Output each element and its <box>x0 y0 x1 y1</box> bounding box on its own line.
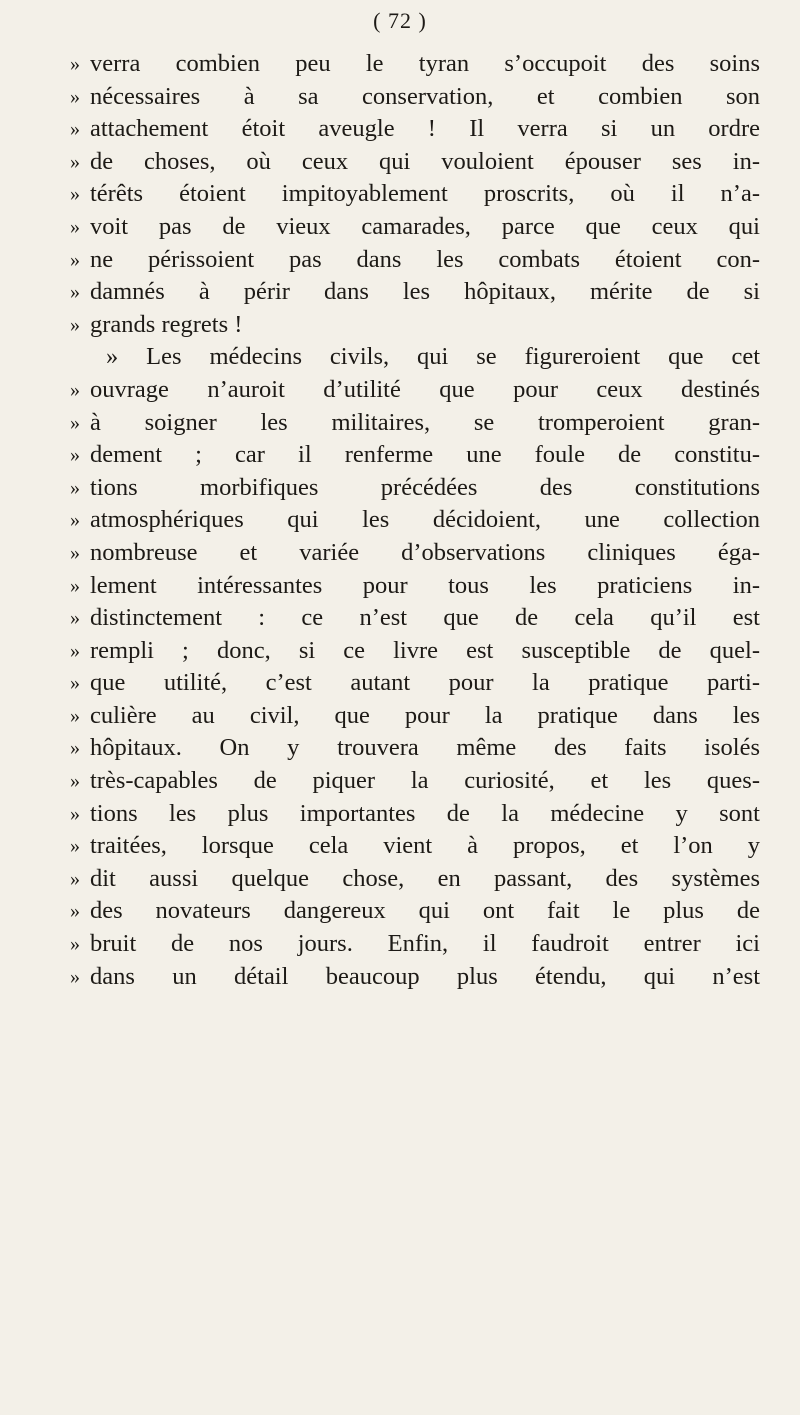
quote-mark: » <box>70 444 80 467</box>
line-text: dit aussi quelque chose, en passant, des systèmes <box>90 864 760 892</box>
quote-mark: » <box>70 150 80 173</box>
quote-mark: » <box>70 867 80 890</box>
line-text: bruit de nos jours. Enfin, il faudroit entrer ici <box>90 930 760 958</box>
line-text: térêts étoient impitoyablement proscrits, où il n’a- <box>90 180 760 208</box>
line-text: dans un détail beaucoup plus étendu, qui n’est <box>90 962 760 990</box>
line-text: à soigner les militaires, se tromperoient gran- <box>90 408 760 436</box>
quote-mark: » <box>70 672 80 695</box>
text-line <box>70 113 760 146</box>
quote-mark: » <box>70 541 80 564</box>
quote-mark: » <box>70 965 80 988</box>
line-text: très-capables de piquer la curiosité, et les ques- <box>90 767 760 795</box>
text-line <box>70 276 760 309</box>
quote-mark: » <box>70 313 80 336</box>
line-text: dement ; car il renferme une foule de constitu- <box>90 441 760 469</box>
quote-mark: » <box>70 607 80 630</box>
line-text: rempli ; donc, si ce livre est susceptible de quel- <box>90 636 760 664</box>
quote-mark: » <box>70 411 80 434</box>
text-line <box>70 700 760 733</box>
text-line <box>70 732 760 765</box>
line-text: tions les plus importantes de la médecine y sont <box>90 799 760 827</box>
line-text: lement intéressantes pour tous les praticiens in- <box>90 571 760 599</box>
text-line <box>70 798 760 831</box>
quote-mark: » <box>70 900 80 923</box>
line-text: de choses, où ceux qui vouloient épouser ses in- <box>90 147 760 175</box>
line-text: hôpitaux. On y trouvera même des faits isolés <box>90 734 760 762</box>
line-text: attachement étoit aveugle ! Il verra si un ordre <box>90 115 760 143</box>
quote-mark: » <box>70 215 80 238</box>
line-text: damnés à périr dans les hôpitaux, mérite de si <box>90 278 760 306</box>
line-text: voit pas de vieux camarades, parce que ceux qui <box>90 212 760 240</box>
text-line <box>70 178 760 211</box>
line-text: distinctement : ce n’est que de cela qu’il est <box>90 604 760 632</box>
text-line <box>70 504 760 537</box>
paragraph-start-line <box>70 341 760 374</box>
quote-mark: » <box>70 509 80 532</box>
text-line <box>70 765 760 798</box>
text-line <box>70 537 760 570</box>
line-text: atmosphériques qui les décidoient, une collection <box>90 506 760 534</box>
text-line <box>70 81 760 114</box>
quote-mark: » <box>70 574 80 597</box>
line-text: culière au civil, que pour la pratique dans les <box>90 701 760 729</box>
text-line <box>70 309 760 342</box>
quote-mark: » <box>70 85 80 108</box>
quote-mark: » <box>70 802 80 825</box>
quote-mark: » <box>70 933 80 956</box>
text-line <box>70 146 760 179</box>
line-text: nombreuse et variée d’observations cliniques éga- <box>90 538 760 566</box>
quote-mark: » <box>70 770 80 793</box>
line-text: tions morbifiques précédées des constitutions <box>90 473 760 501</box>
text-line <box>70 211 760 244</box>
line-text: nécessaires à sa conservation, et combien son <box>90 82 760 110</box>
line-text: que utilité, c’est autant pour la pratique parti- <box>90 669 760 697</box>
quote-mark: » <box>70 737 80 760</box>
text-line <box>70 570 760 603</box>
page-number: ( 72 ) <box>373 8 427 33</box>
quote-mark: » <box>70 378 80 401</box>
text-line <box>70 928 760 961</box>
text-line <box>70 863 760 896</box>
line-text: ne périssoient pas dans les combats étoient con- <box>90 245 760 273</box>
quote-mark: » <box>70 704 80 727</box>
text-line <box>70 374 760 407</box>
line-text: des novateurs dangereux qui ont fait le plus de <box>90 897 760 925</box>
quote-mark: » <box>70 118 80 141</box>
text-line <box>70 961 760 994</box>
quote-mark: » <box>70 53 80 75</box>
line-text: verra combien peu le tyran s’occupoit des soins <box>90 50 760 77</box>
text-line <box>70 895 760 928</box>
text-line <box>70 830 760 863</box>
line-text: » Les médecins civils, qui se figureroient que cet <box>106 343 760 371</box>
line-text: ouvrage n’auroit d’utilité que pour ceux destinés <box>90 375 760 403</box>
quote-mark: » <box>70 281 80 304</box>
text-line <box>70 407 760 440</box>
quote-mark: » <box>70 248 80 271</box>
quote-mark: » <box>70 476 80 499</box>
text-line <box>70 635 760 668</box>
quote-mark: » <box>70 639 80 662</box>
text-line <box>70 48 760 81</box>
quote-mark: » <box>70 183 80 206</box>
body-text <box>70 48 760 993</box>
line-text: traitées, lorsque cela vient à propos, et l’on y <box>90 832 760 860</box>
line-text: grands regrets ! <box>90 310 243 338</box>
text-line <box>70 439 760 472</box>
text-line <box>70 667 760 700</box>
text-line <box>70 472 760 505</box>
text-line <box>70 602 760 635</box>
text-line <box>70 244 760 277</box>
quote-mark: » <box>70 835 80 858</box>
